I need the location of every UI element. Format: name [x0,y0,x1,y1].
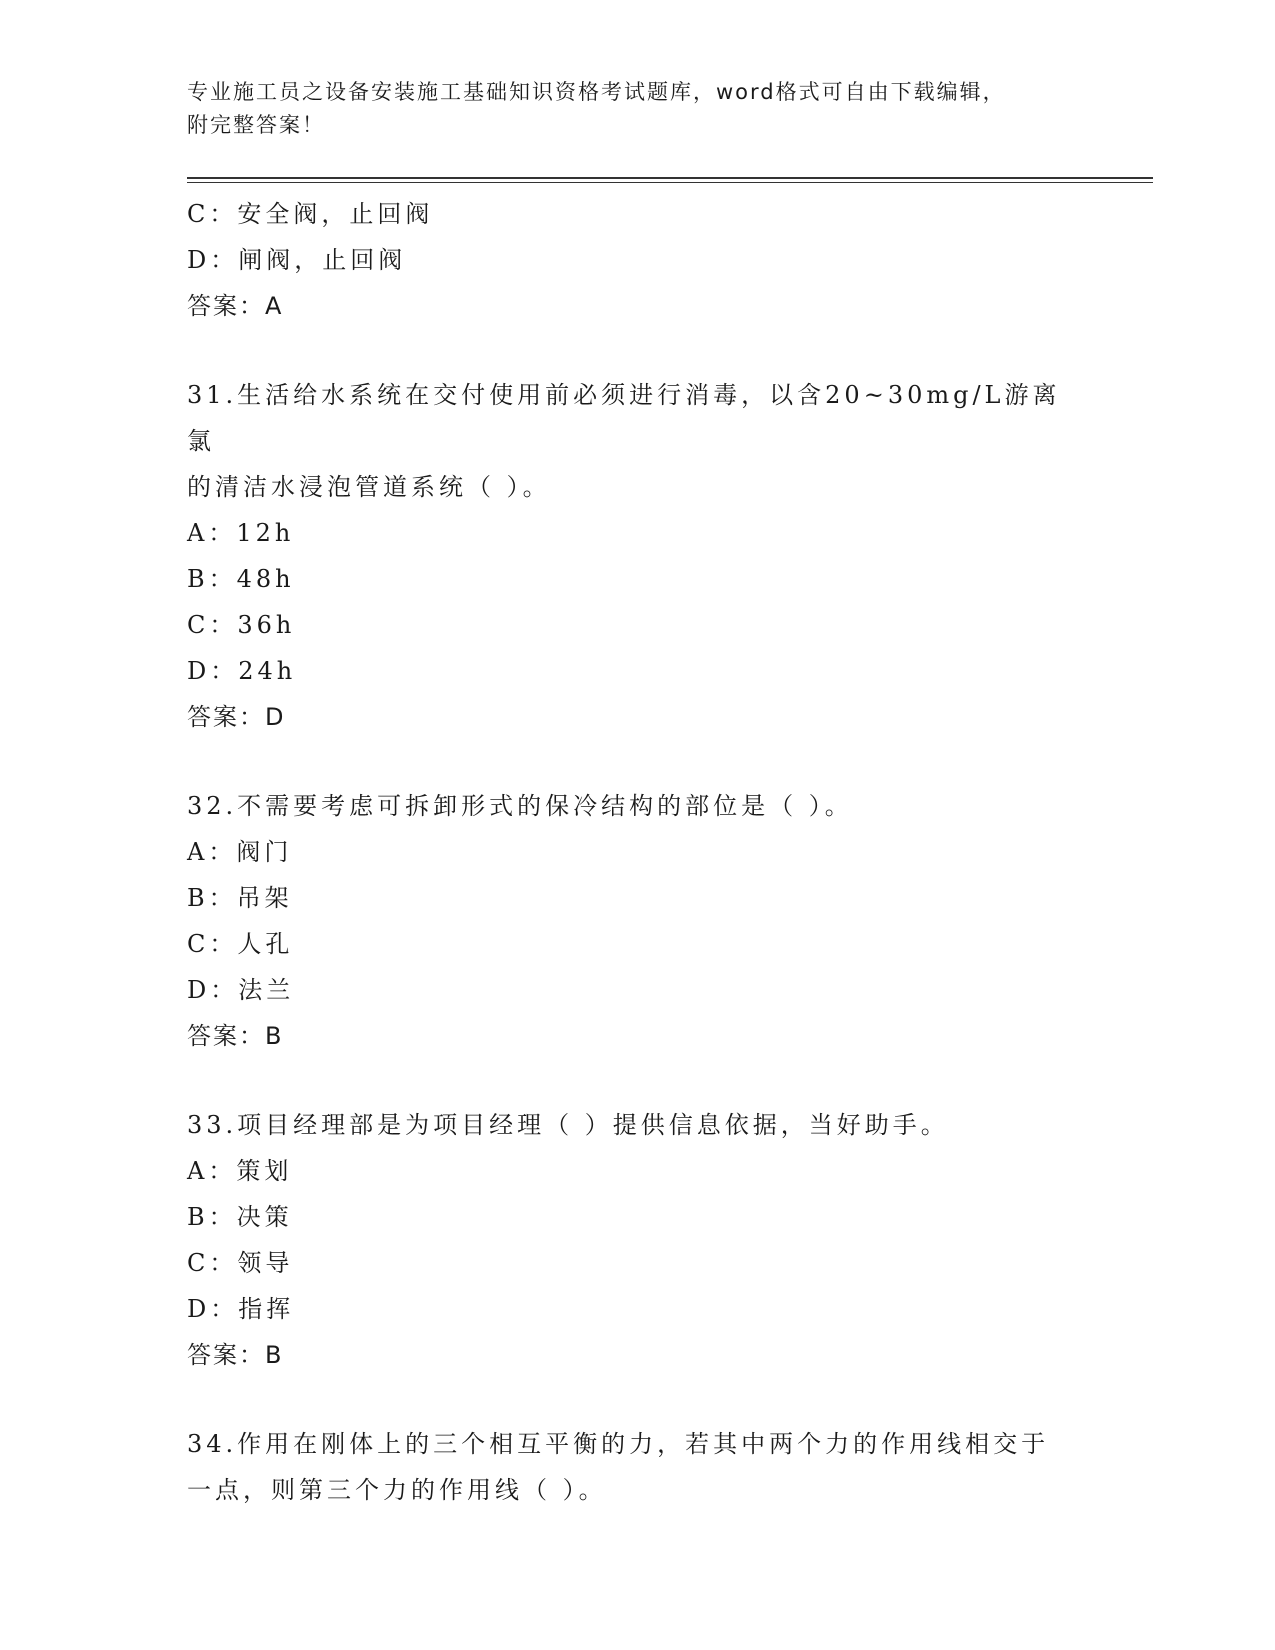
question-34 [187,1421,1087,1513]
option-b: B：决策 [187,1203,293,1231]
option-a: A：12h [187,519,295,547]
option-b: B：吊架 [187,884,293,912]
question-stem-line-1: 34.作用在刚体上的三个相互平衡的力，若其中两个力的作用线相交于 [187,1430,1050,1458]
question-32 [187,783,1087,1059]
option-a: A：阀门 [187,838,293,866]
document-header [187,76,1087,142]
question-stem-line-2: 一点，则第三个力的作用线（ ）。 [187,1476,607,1504]
answer-line: 答案：B [187,1341,284,1369]
header-line-1: 专业施工员之设备安装施工基础知识资格考试题库，word格式可自由下载编辑， [187,80,1006,104]
question-stem-line-1: 31.生活给水系统在交付使用前必须进行消毒，以含20~30mg/L游离氯 [187,381,1061,455]
question-31 [187,372,1087,740]
header-divider-bottom [187,182,1153,183]
header-line-2: 附完整答案！ [187,113,325,137]
option-a: A：策划 [187,1157,293,1185]
question-stem-line-1: 32.不需要考虑可拆卸形式的保冷结构的部位是（ ）。 [187,792,853,820]
question-stem-line-2: 的清洁水浸泡管道系统（ ）。 [187,473,551,501]
option-d: D：24h [187,657,297,685]
option-b: B：48h [187,565,295,593]
header-divider-top [187,177,1153,179]
option-c: C：36h [187,611,296,639]
option-c: C：人孔 [187,930,294,958]
option-c: C：安全阀，止回阀 [187,200,434,228]
answer-line: 答案：A [187,292,284,320]
question-list [187,191,1087,1513]
question-33 [187,1102,1087,1378]
option-d: D：闸阀，止回阀 [187,246,407,274]
answer-line: 答案：D [187,703,286,731]
previous-question-tail [187,191,1087,329]
option-c: C：领导 [187,1249,294,1277]
answer-line: 答案：B [187,1022,284,1050]
question-stem-line-1: 33.项目经理部是为项目经理（ ）提供信息依据，当好助手。 [187,1111,949,1139]
option-d: D：指挥 [187,1295,295,1323]
option-d: D：法兰 [187,976,295,1004]
